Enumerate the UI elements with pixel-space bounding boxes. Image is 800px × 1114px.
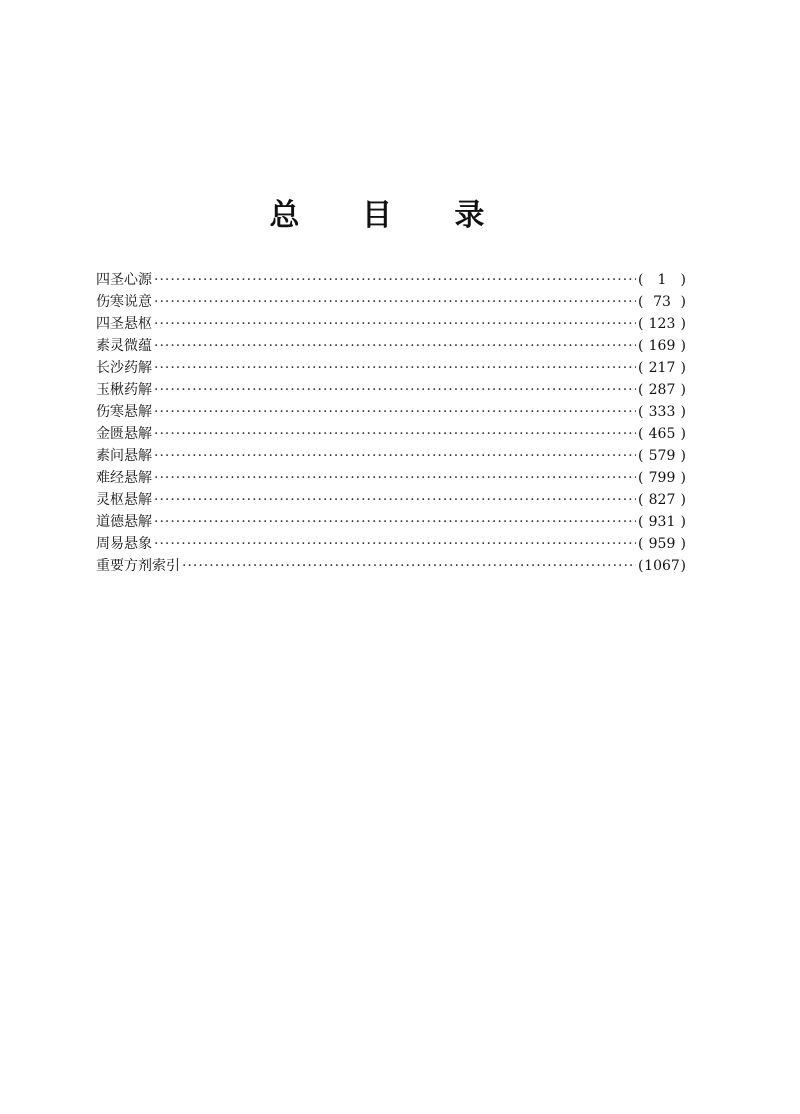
toc-entry-page — [638, 269, 686, 291]
open-paren: ( — [638, 492, 644, 508]
page-number: 169 — [648, 338, 676, 354]
close-paren: ) — [680, 558, 686, 574]
toc-entry[interactable] — [96, 379, 686, 401]
page-number: 579 — [648, 448, 676, 464]
toc-entry-title: 道德悬解 — [96, 514, 152, 530]
close-paren: ) — [680, 338, 686, 354]
close-paren: ) — [680, 492, 686, 508]
toc-entry-page — [638, 357, 686, 379]
open-paren: ( — [638, 558, 644, 574]
toc-entry-page — [638, 401, 686, 423]
page-number: 333 — [648, 404, 676, 420]
page-number: 217 — [648, 360, 676, 376]
open-paren: ( — [638, 294, 644, 310]
page-number: 827 — [648, 492, 676, 508]
dot-leader — [154, 313, 636, 335]
toc-entry[interactable] — [96, 335, 686, 357]
close-paren: ) — [680, 294, 686, 310]
page-number: 287 — [648, 382, 676, 398]
toc-entry[interactable] — [96, 555, 686, 577]
close-paren: ) — [680, 536, 686, 552]
toc-entry-page — [638, 335, 686, 357]
toc-entry[interactable] — [96, 489, 686, 511]
open-paren: ( — [638, 338, 644, 354]
dot-leader — [154, 445, 636, 467]
toc-entry[interactable] — [96, 357, 686, 379]
close-paren: ) — [680, 426, 686, 442]
toc-entry[interactable] — [96, 511, 686, 533]
table-of-contents — [96, 269, 686, 577]
close-paren: ) — [680, 448, 686, 464]
open-paren: ( — [638, 382, 644, 398]
open-paren: ( — [638, 404, 644, 420]
toc-entry-title: 重要方剂索引 — [96, 558, 180, 574]
toc-entry[interactable] — [96, 401, 686, 423]
toc-entry-title: 四圣心源 — [96, 272, 152, 288]
dot-leader — [154, 357, 636, 379]
toc-entry[interactable] — [96, 423, 686, 445]
page-number: 123 — [648, 316, 676, 332]
page-number: 1 — [657, 272, 667, 288]
toc-entry-title: 伤寒悬解 — [96, 404, 152, 420]
open-paren: ( — [638, 536, 644, 552]
open-paren: ( — [638, 514, 644, 530]
page-number: 931 — [648, 514, 676, 530]
toc-entry-page — [638, 555, 686, 577]
page-number: 73 — [653, 294, 671, 310]
toc-entry-page — [638, 313, 686, 335]
open-paren: ( — [638, 470, 644, 486]
toc-entry[interactable] — [96, 533, 686, 555]
toc-entry-title: 伤寒说意 — [96, 294, 152, 310]
toc-entry-title: 玉楸药解 — [96, 382, 152, 398]
toc-entry[interactable] — [96, 445, 686, 467]
page-number: 465 — [648, 426, 676, 442]
dot-leader — [154, 291, 636, 313]
toc-entry-page — [638, 379, 686, 401]
dot-leader — [154, 269, 636, 291]
dot-leader — [154, 423, 636, 445]
toc-entry-title: 难经悬解 — [96, 470, 152, 486]
toc-entry-title: 灵枢悬解 — [96, 492, 152, 508]
toc-entry-title: 素灵微蕴 — [96, 338, 152, 354]
toc-entry-page — [638, 291, 686, 313]
open-paren: ( — [638, 316, 644, 332]
close-paren: ) — [680, 272, 686, 288]
open-paren: ( — [638, 272, 644, 288]
dot-leader — [154, 401, 636, 423]
toc-entry-page — [638, 511, 686, 533]
page-number: 959 — [648, 536, 676, 552]
toc-entry[interactable] — [96, 313, 686, 335]
open-paren: ( — [638, 448, 644, 464]
dot-leader — [154, 467, 636, 489]
toc-entry-page — [638, 489, 686, 511]
toc-entry-title: 长沙药解 — [96, 360, 152, 376]
dot-leader — [154, 511, 636, 533]
toc-entry-page — [638, 533, 686, 555]
toc-entry-title: 四圣悬枢 — [96, 316, 152, 332]
page-title: 总 目 录 — [269, 198, 511, 233]
close-paren: ) — [680, 470, 686, 486]
dot-leader — [154, 533, 636, 555]
close-paren: ) — [680, 360, 686, 376]
toc-entry-title: 金匮悬解 — [96, 426, 152, 442]
close-paren: ) — [680, 316, 686, 332]
toc-entry[interactable] — [96, 291, 686, 313]
toc-entry-title: 周易悬象 — [96, 536, 152, 552]
open-paren: ( — [638, 360, 644, 376]
toc-entry-page — [638, 467, 686, 489]
toc-entry-page — [638, 423, 686, 445]
dot-leader — [154, 335, 636, 357]
dot-leader — [182, 555, 636, 577]
dot-leader — [154, 379, 636, 401]
close-paren: ) — [680, 382, 686, 398]
close-paren: ) — [680, 404, 686, 420]
toc-entry[interactable] — [96, 269, 686, 291]
dot-leader — [154, 489, 636, 511]
toc-entry-title: 素问悬解 — [96, 448, 152, 464]
open-paren: ( — [638, 426, 644, 442]
page-number: 799 — [648, 470, 676, 486]
toc-entry-page — [638, 445, 686, 467]
toc-entry[interactable] — [96, 467, 686, 489]
page-number: 1067 — [644, 558, 680, 574]
close-paren: ) — [680, 514, 686, 530]
